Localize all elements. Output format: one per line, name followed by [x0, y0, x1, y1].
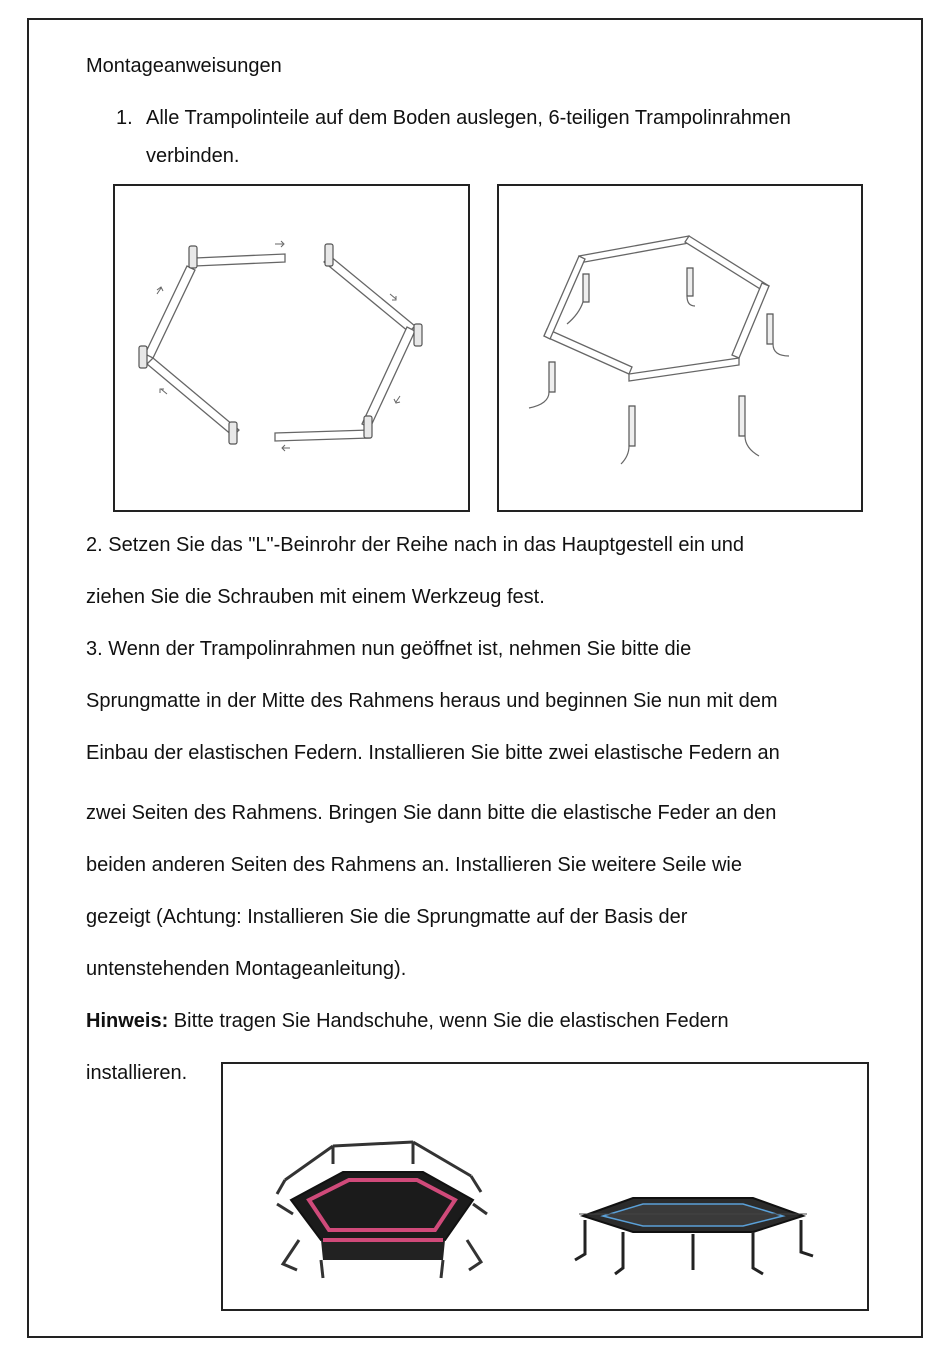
frame-assembly-figure [113, 184, 470, 512]
step2-text-line1: 2. Setzen Sie das "L"-Beinrohr der Reihe nach in das Hauptgestell ein und [86, 534, 744, 556]
step3-text-line1: 3. Wenn der Trampolinrahmen nun geöffnet ist, nehmen Sie bitte die [86, 638, 692, 660]
trampoline-upside-down-image [277, 1142, 487, 1278]
step3-text-line4: zwei Seiten des Rahmens. Bringen Sie dann bitte die elastische Feder an den [86, 802, 777, 824]
note-text: Bitte tragen Sie Handschuhe, wenn Sie die elastischen Federn [168, 1010, 729, 1032]
step1-text-line2: verbinden. [146, 145, 240, 167]
hexagon-frame-drawing [115, 186, 468, 510]
note-line2: installieren. [86, 1062, 188, 1084]
frame-with-legs-figure [497, 184, 863, 512]
trampoline-photos-figure [221, 1062, 869, 1311]
step3-text-line5: beiden anderen Seiten des Rahmens an. Installieren Sie weitere Seile wie [86, 854, 742, 876]
step1-text-line1: Alle Trampolinteile auf dem Boden auslegen, 6-teiligen Trampolinrahmen [146, 107, 791, 129]
step3-text-line7: untenstehenden Montageanleitung). [86, 958, 407, 980]
step3-text-line3: Einbau der elastischen Federn. Installieren Sie bitte zwei elastische Federn an [86, 742, 780, 764]
step3-text-line2: Sprungmatte in der Mitte des Rahmens heraus und beginnen Sie nun mit dem [86, 690, 778, 712]
frame-legs-drawing [499, 186, 861, 510]
step2-text-line2: ziehen Sie die Schrauben mit einem Werkzeug fest. [86, 586, 545, 608]
note-label: Hinweis: [86, 1010, 169, 1032]
page-title: Montageanweisungen [86, 55, 282, 77]
trampoline-photos-drawing [223, 1064, 867, 1309]
step3-text-line6: gezeigt (Achtung: Installieren Sie die Sprungmatte auf der Basis der [86, 906, 688, 928]
note-line1 [86, 1009, 729, 1033]
trampoline-upright-image [575, 1198, 813, 1274]
step1-number: 1. [116, 107, 133, 129]
